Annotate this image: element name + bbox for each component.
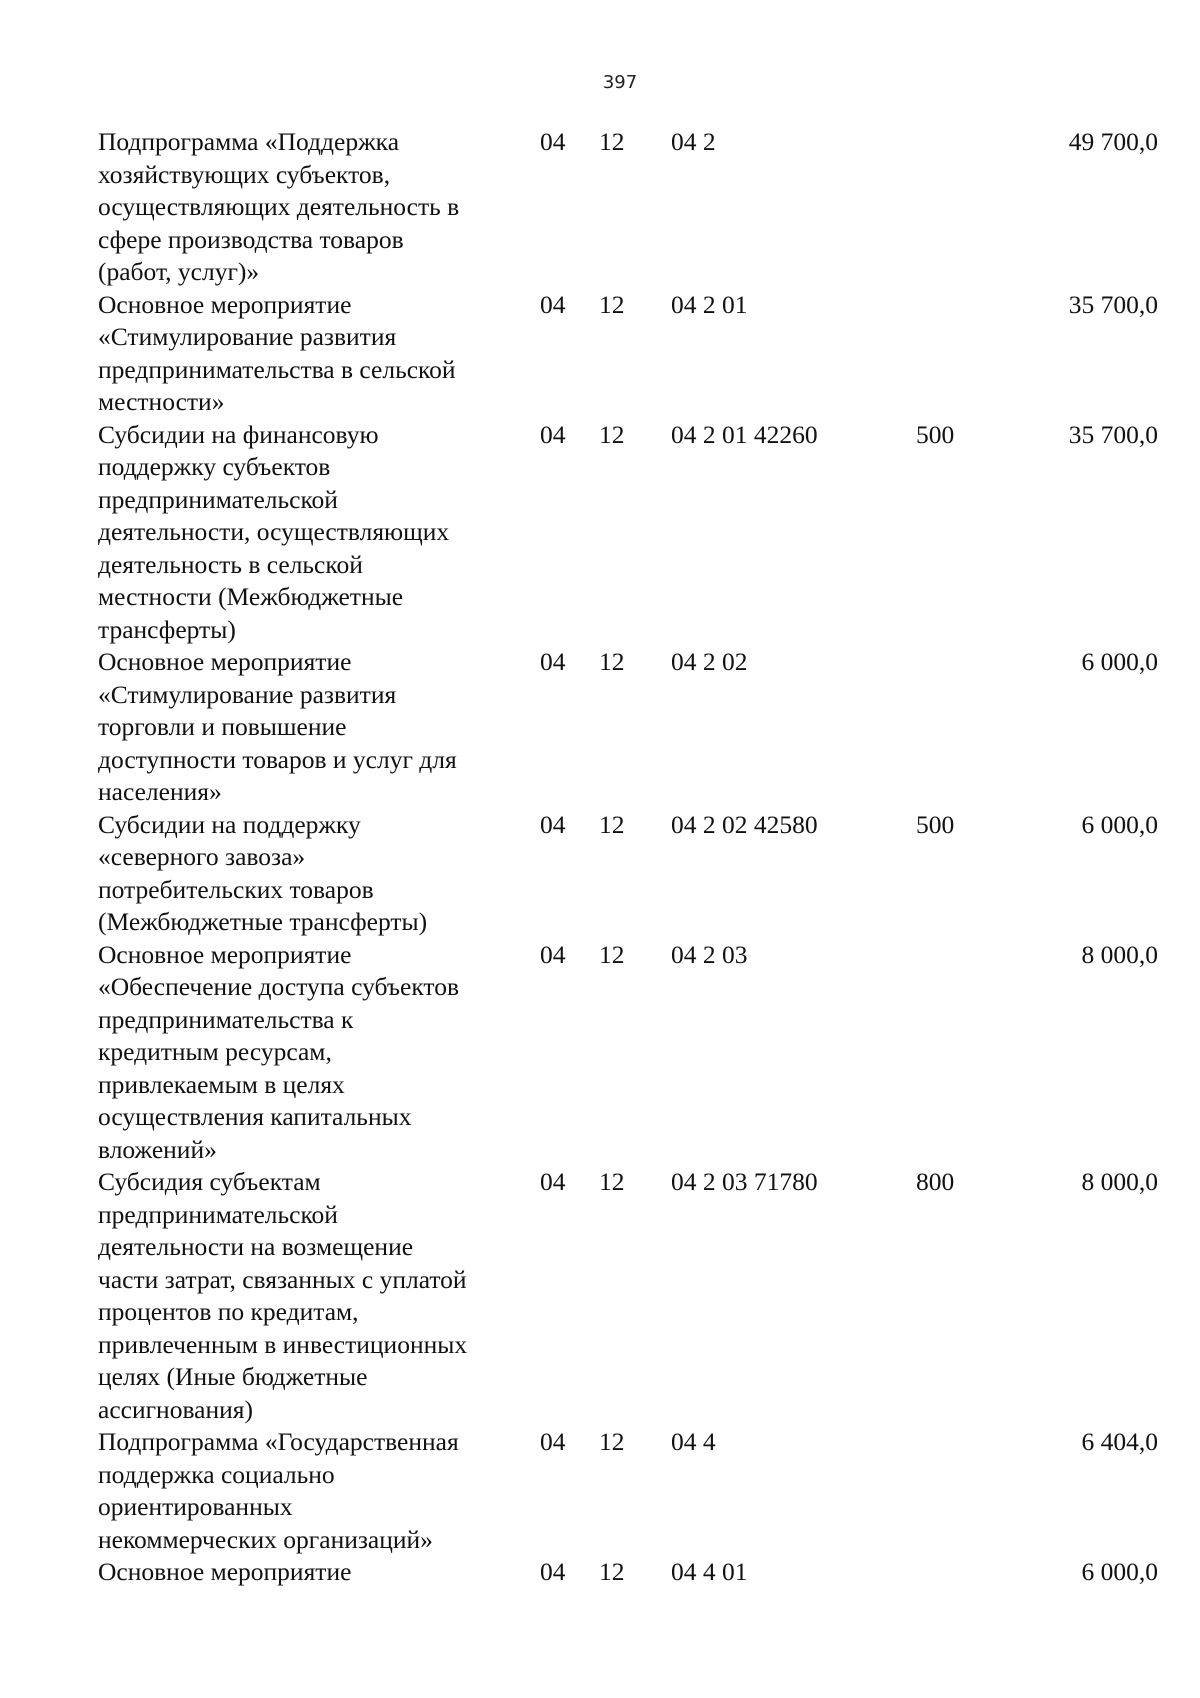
row-subsection-code: 12 [599,647,625,676]
row-section-code: 04 [540,1557,566,1586]
row-target-article-code: 04 2 [671,127,716,156]
row-target-article-code: 04 4 [671,1427,716,1456]
row-section-code: 04 [540,647,566,676]
table-row [98,126,1158,289]
row-subsection-code: 12 [599,809,625,839]
table-row [98,289,1158,419]
row-expense-type-code [916,289,1011,419]
table-row [98,1166,1158,1426]
row-amount: 8 000,0 [1081,939,1158,969]
row-subsection-code: 12 [599,419,625,449]
row-subsection-code: 12 [599,127,625,156]
table-row [98,1556,1158,1589]
row-expense-type-code [916,939,1011,1167]
row-expense-type-code [916,1426,1011,1556]
row-amount: 49 700,0 [1068,127,1158,156]
row-amount: 6 000,0 [1081,1557,1158,1586]
row-amount: 6 000,0 [1081,647,1158,676]
row-target-article-code: 04 2 01 42260 [671,419,818,449]
row-expense-type-code: 800 [916,1167,955,1196]
row-amount: 8 000,0 [1081,1167,1158,1196]
table-row [98,809,1158,939]
row-name: Субсидии на финансовую поддержку субъектов предпринимательской деятельности, осуществляющих деятельность в сельской местности (Межбюджетные трансферты) [98,419,450,644]
row-expense-type-code [916,126,1011,289]
row-target-article-code: 04 4 01 [671,1557,748,1586]
row-name: Подпрограмма «Поддержка хозяйствующих субъектов, осуществляющих деятельность в сфере производства товаров (работ, услуг)» [98,127,460,286]
row-amount: 35 700,0 [1068,289,1158,319]
row-name: Субсидия субъектам предпринимательской деятельности на возмещение части затрат, связанных с уплатой процентов по кредитам, привлеченным в инвестиционных целях (Иные бюджетные ассигнования) [98,1167,468,1424]
row-section-code: 04 [540,1427,566,1456]
table-row [98,939,1158,1167]
row-section-code: 04 [540,419,566,449]
row-subsection-code: 12 [599,939,625,969]
row-target-article-code: 04 2 03 [671,939,748,969]
row-amount: 6 000,0 [1081,809,1158,839]
row-subsection-code: 12 [599,1167,625,1196]
row-subsection-code: 12 [599,1427,625,1456]
row-name: Субсидии на поддержку «северного завоза» потребительских товаров (Межбюджетные трансферты) [98,809,428,936]
row-amount: 6 404,0 [1081,1427,1158,1456]
row-target-article-code: 04 2 02 42580 [671,809,818,839]
table-row [98,419,1158,647]
page-number: 397 [602,72,638,93]
row-expense-type-code: 500 [916,419,955,449]
row-target-article-code: 04 2 01 [671,289,748,319]
budget-table [98,126,1158,1589]
row-target-article-code: 04 2 02 [671,647,748,676]
row-name: Подпрограмма «Государственная поддержка социально ориентированных некоммерческих организаций» [98,1427,459,1554]
row-section-code: 04 [540,939,566,969]
table-row [98,646,1158,809]
row-name: Основное мероприятие «Стимулирование развития предпринимательства в сельской местности» [98,289,456,416]
row-name: Основное мероприятие «Стимулирование развития торговли и повышение доступности товаров и услуг для населения» [98,647,457,806]
row-target-article-code: 04 2 03 71780 [671,1167,818,1196]
row-expense-type-code [916,646,1011,809]
row-subsection-code: 12 [599,289,625,319]
row-expense-type-code: 500 [916,809,955,839]
row-name: Основное мероприятие [98,1557,352,1586]
row-expense-type-code [916,1556,1011,1589]
row-section-code: 04 [540,289,566,319]
row-section-code: 04 [540,809,566,839]
row-amount: 35 700,0 [1068,419,1158,449]
row-section-code: 04 [540,127,566,156]
row-subsection-code: 12 [599,1557,625,1586]
table-row [98,1426,1158,1556]
row-section-code: 04 [540,1167,566,1196]
row-name: Основное мероприятие «Обеспечение доступа субъектов предпринимательства к кредитным ресурсам, привлекаемым в целях осуществления капитальных вложений» [98,939,459,1164]
